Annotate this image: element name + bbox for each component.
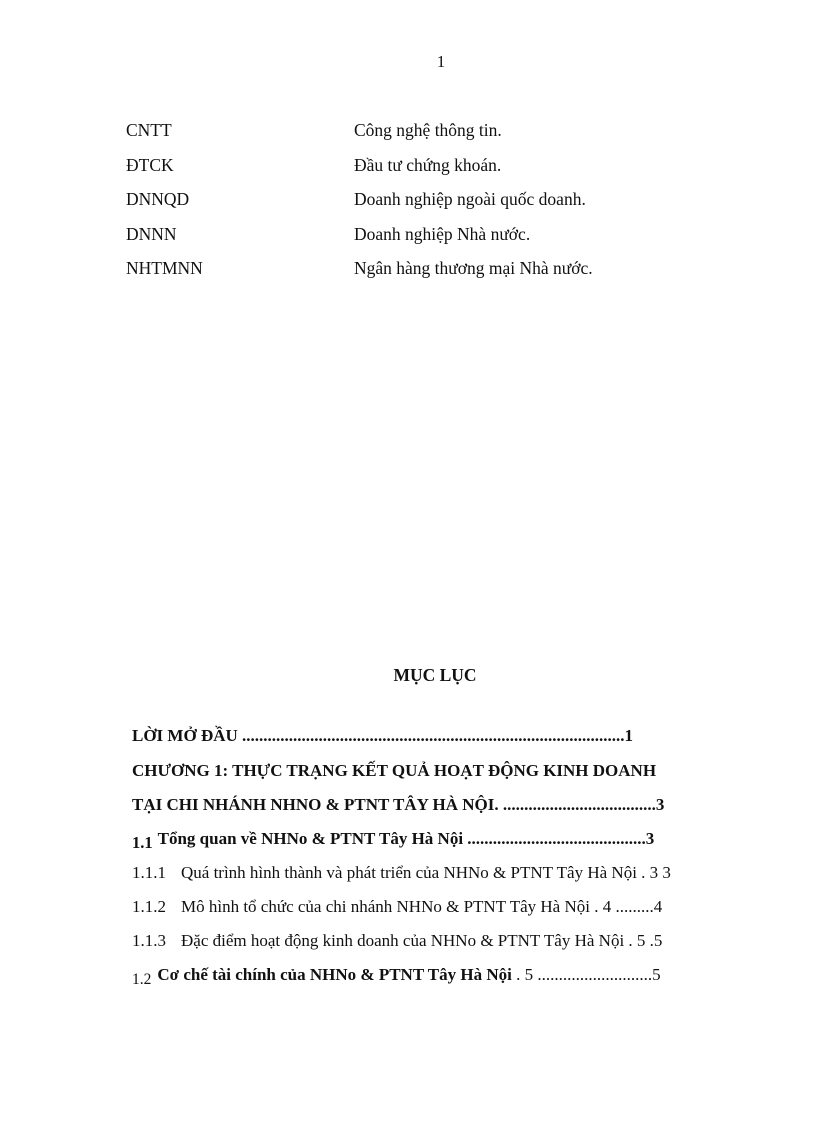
abbreviation-definition: Công nghệ thông tin.	[354, 120, 502, 140]
toc-entry-1-2[interactable]	[132, 965, 661, 989]
abbreviation-definition: Đầu tư chứng khoán.	[354, 154, 502, 175]
page-number: 1	[436, 52, 446, 71]
abbreviation-row	[126, 155, 746, 190]
toc-title: MỤC LỤC	[393, 665, 477, 685]
abbreviation-row	[126, 224, 746, 259]
toc-entry-number: 1.1.3	[132, 931, 166, 950]
toc-entry-preface[interactable]: LỜI MỞ ĐẦU ..........................................................................................1	[132, 726, 634, 745]
abbreviation-row	[126, 120, 746, 155]
abbreviation-definition: Ngân hàng thương mại Nhà nước.	[354, 258, 593, 278]
abbreviation-list	[126, 120, 746, 293]
toc-entry-1-1[interactable]	[132, 829, 654, 853]
toc-entry-text: Quá trình hình thành và phát triển của NHNo & PTNT Tây Hà Nội . 3 3	[181, 863, 671, 882]
toc-entry-suffix: . 5 ...........................5	[516, 965, 661, 984]
abbreviation-term: DNNN	[126, 223, 177, 244]
toc-entry-chapter-1[interactable]: CHƯƠNG 1: THỰC TRẠNG KẾT QUẢ HOẠT ĐỘNG KINH DOANH	[132, 761, 657, 780]
toc-entry-1-1-2[interactable]	[132, 897, 662, 917]
abbreviation-term: ĐTCK	[126, 154, 174, 175]
toc-entry-text: Tổng quan về NHNo & PTNT Tây Hà Nội ..........................................3	[157, 829, 655, 848]
toc-entry-1-1-1[interactable]	[132, 863, 671, 883]
toc-entry-text: Mô hình tổ chức của chi nhánh NHNo & PTNT Tây Hà Nội . 4 .........4	[181, 897, 663, 916]
abbreviation-row	[126, 189, 746, 224]
abbreviation-row	[126, 258, 746, 293]
toc-entry-number: 1.1.1	[132, 863, 166, 882]
toc-entry-number: 1.2	[132, 971, 152, 988]
toc-entry-text: Cơ chế tài chính của NHNo & PTNT Tây Hà Nội	[157, 965, 512, 984]
abbreviation-term: NHTMNN	[126, 258, 203, 278]
toc-entry-number: 1.1	[132, 833, 153, 852]
toc-entry-1-1-3[interactable]	[132, 931, 662, 951]
toc-entry-number: 1.1.2	[132, 897, 166, 916]
abbreviation-definition: Doanh nghiệp ngoài quốc doanh.	[354, 189, 586, 209]
abbreviation-term: CNTT	[126, 120, 172, 140]
toc-entry-chapter-1-cont[interactable]: TẠI CHI NHÁNH NHNO & PTNT TÂY HÀ NỘI. ....................................3	[132, 795, 665, 814]
abbreviation-definition: Doanh nghiệp Nhà nước.	[354, 223, 531, 244]
abbreviation-term: DNNQD	[126, 189, 190, 209]
toc-entry-text: Đặc điểm hoạt động kinh doanh của NHNo & PTNT Tây Hà Nội . 5 .5	[181, 931, 663, 950]
